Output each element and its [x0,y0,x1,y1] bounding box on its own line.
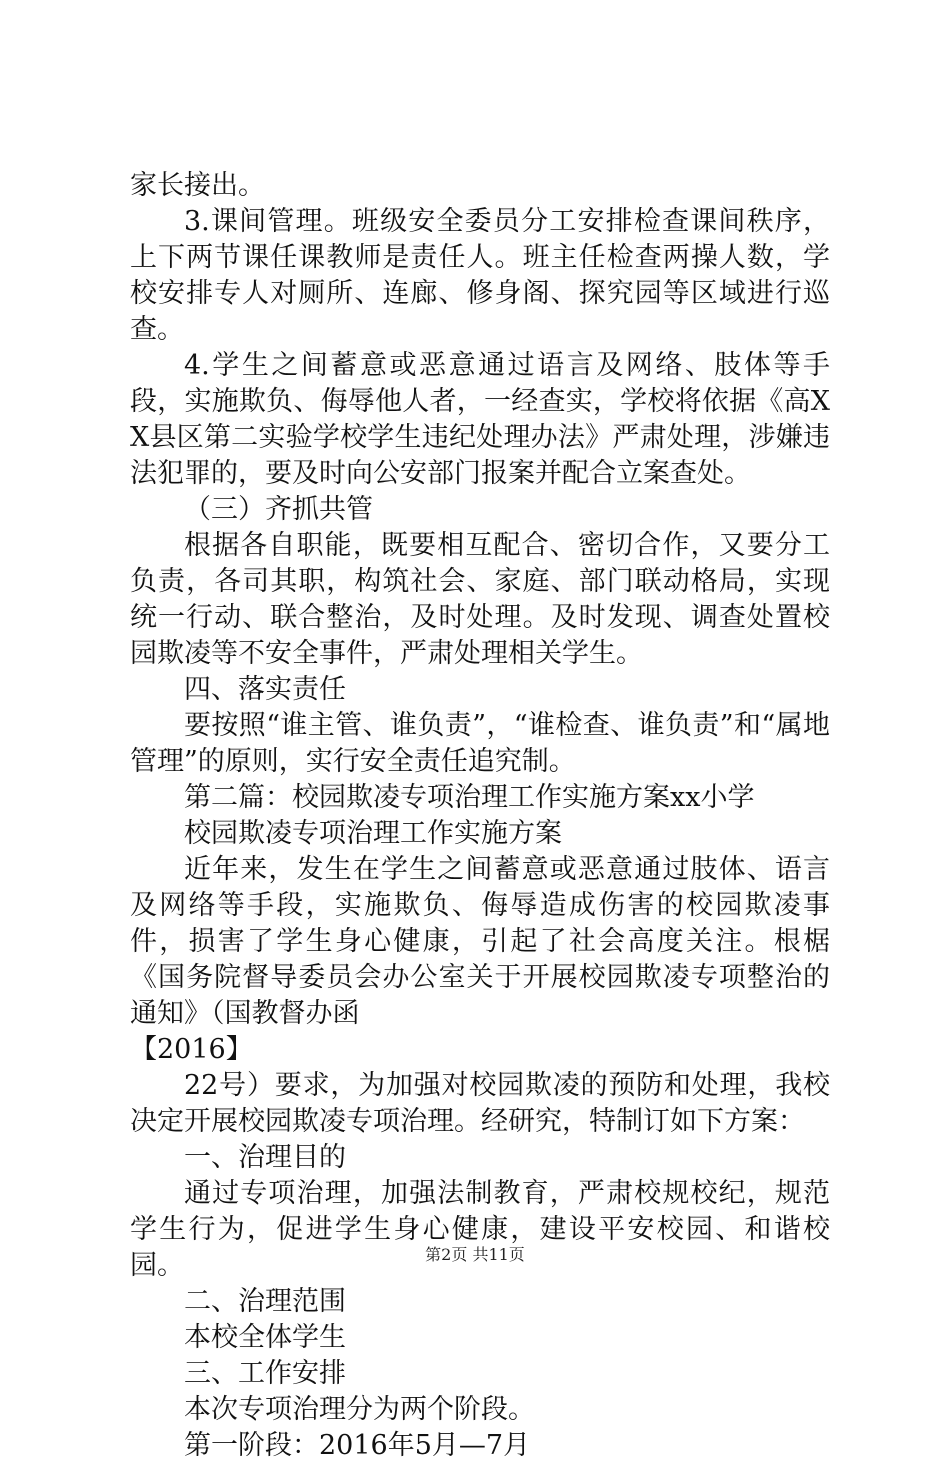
page-footer [0,1244,950,1266]
paragraph-stages: 本次专项治理分为两个阶段。 [184,1394,535,1425]
paragraph-scope: 本校全体学生 [184,1322,346,1353]
section-heading-scope: 二、治理范围 [184,1286,346,1317]
paragraph-break-management: 3.课间管理。班级安全委员分工安排检查课间秩序，上下两节课任课教师是责任人。班主任检查两操人数，学校安排专人对厕所、连廊、修身阁、探究园等区域进行巡查。 [130,206,830,345]
paragraph-responsibility: 要按照“谁主管、谁负责”，“谁检查、谁负责”和“属地管理”的原则，实行安全责任追究制。 [130,710,830,777]
paragraph-stage-one: 第一阶段：2016年5月—7月 [184,1430,531,1461]
paragraph-bullying-handling: 4.学生之间蓄意或恶意通过语言及网络、肢体等手段，实施欺负、侮辱他人者，一经查实，学校将依据《高XX县区第二实验学校学生违纪处理办法》严肃处理，涉嫌违法犯罪的，要及时向公安部门报案并配合立案查处。 [130,350,830,489]
section-heading-responsibility: 四、落实责任 [184,674,346,705]
document-body [130,168,830,1464]
paragraph-goal: 通过专项治理，加强法制教育，严肃校规校纪，规范学生行为，促进学生身心健康，建设平安校园、和谐校园。 [130,1178,830,1281]
section-heading-joint-management: （三）齐抓共管 [184,494,373,525]
plan-title: 校园欺凌专项治理工作实施方案 [184,818,562,849]
paragraph-requirement: 22号）要求，为加强对校园欺凌的预防和处理，我校决定开展校园欺凌专项治理。经研究，特制订如下方案： [130,1070,830,1137]
paragraph-continuation: 家长接出。 [130,170,265,201]
paragraph-joint-management: 根据各自职能，既要相互配合、密切合作，又要分工负责，各司其职，构筑社会、家庭、部门联动格局，实现统一行动、联合整治，及时处理。及时发现、调查处置校园欺凌等不安全事件，严肃处理相关学生。 [130,530,830,669]
page-number-label: 第2页 共11页 [425,1245,525,1264]
paragraph-background: 近年来，发生在学生之间蓄意或恶意通过肢体、语言及网络等手段，实施欺负、侮辱造成伤害的校园欺凌事件，损害了学生身心健康，引起了社会高度关注。根椐《国务院督导委员会办公室关于开展校园欺凌专项整治的通知》（国教督办函 [130,854,830,1029]
section-heading-goal: 一、治理目的 [184,1142,346,1173]
document-number-year: 【2016】 [130,1034,253,1065]
section-heading-arrangement: 三、工作安排 [184,1358,346,1389]
part-two-title: 第二篇：校园欺凌专项治理工作实施方案xx小学 [184,782,755,813]
